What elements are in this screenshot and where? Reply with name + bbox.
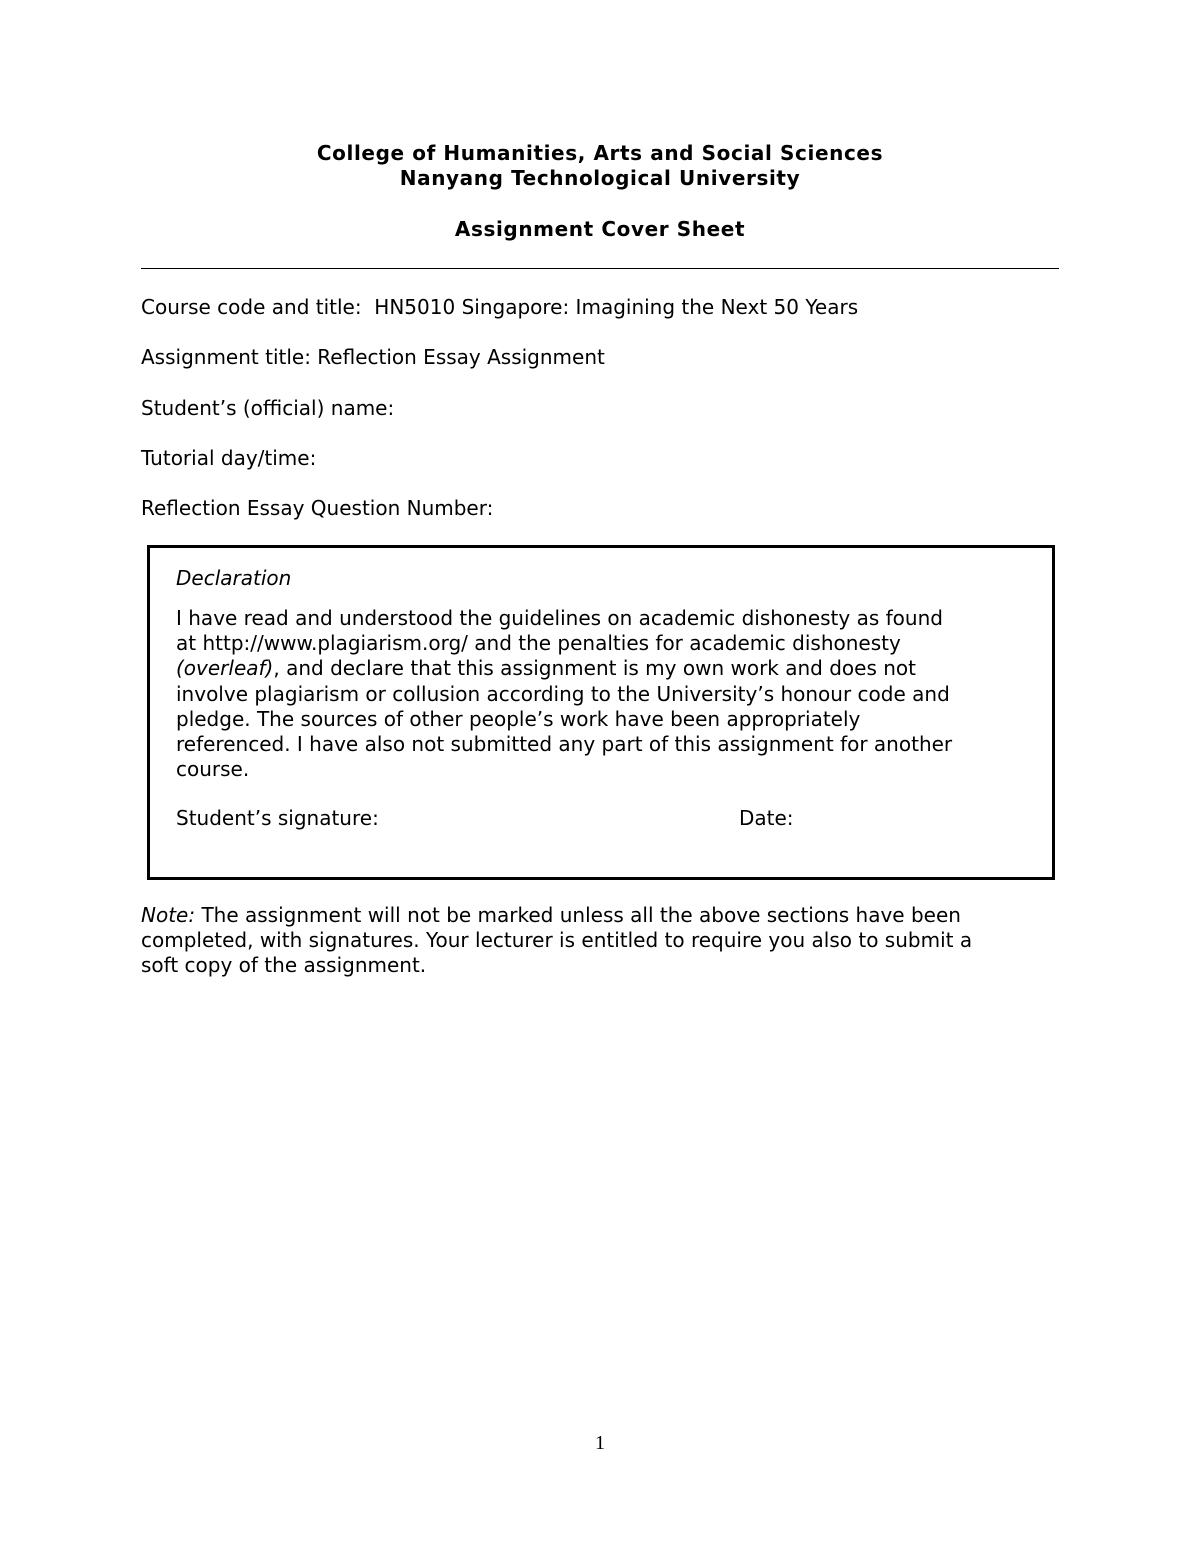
page-number: 1 <box>595 1432 605 1454</box>
note-label: Note: <box>141 903 196 927</box>
declaration-text <box>176 606 1036 782</box>
horizontal-rule <box>141 268 1059 269</box>
declaration-line <box>176 656 1036 681</box>
sheet-title: Assignment Cover Sheet <box>454 217 746 241</box>
declaration-line: referenced. I have also not submitted any part of this assignment for another <box>176 732 953 757</box>
note-line: soft copy of the assignment. <box>141 953 427 978</box>
assignment-title-field: Assignment title: Reflection Essay Assignment <box>141 345 605 369</box>
note-line <box>141 903 1061 928</box>
tutorial-field: Tutorial day/time: <box>141 446 317 470</box>
signature-label: Student’s signature: <box>176 806 379 830</box>
question-number-field: Reflection Essay Question Number: <box>141 496 494 520</box>
note-line: completed, with signatures. Your lecturer is entitled to require you also to submit a <box>141 928 973 953</box>
declaration-line-rest: , and declare that this assignment is my own work and does not <box>273 656 916 681</box>
declaration-line: pledge. The sources of other people’s work have been appropriately <box>176 706 861 731</box>
note-line-rest: The assignment will not be marked unless all the above sections have been <box>195 903 961 927</box>
overleaf-reference: (overleaf) <box>176 656 274 681</box>
declaration-line: course. <box>176 757 250 782</box>
student-name-field: Student’s (official) name: <box>141 396 395 420</box>
date-label: Date: <box>739 806 794 830</box>
declaration-line: at http://www.plagiarism.org/ and the penalties for academic dishonesty <box>176 631 901 656</box>
course-field: Course code and title: HN5010 Singapore: Imagining the Next 50 Years <box>141 295 859 319</box>
declaration-title: Declaration <box>176 566 292 590</box>
declaration-line: involve plagiarism or collusion according to the University’s honour code and <box>176 681 950 706</box>
note-paragraph <box>141 903 1061 979</box>
university-name: Nanyang Technological University <box>399 166 801 190</box>
declaration-line: I have read and understood the guidelines on academic dishonesty as found <box>176 606 943 630</box>
college-name: College of Humanities, Arts and Social Sciences <box>316 141 884 165</box>
